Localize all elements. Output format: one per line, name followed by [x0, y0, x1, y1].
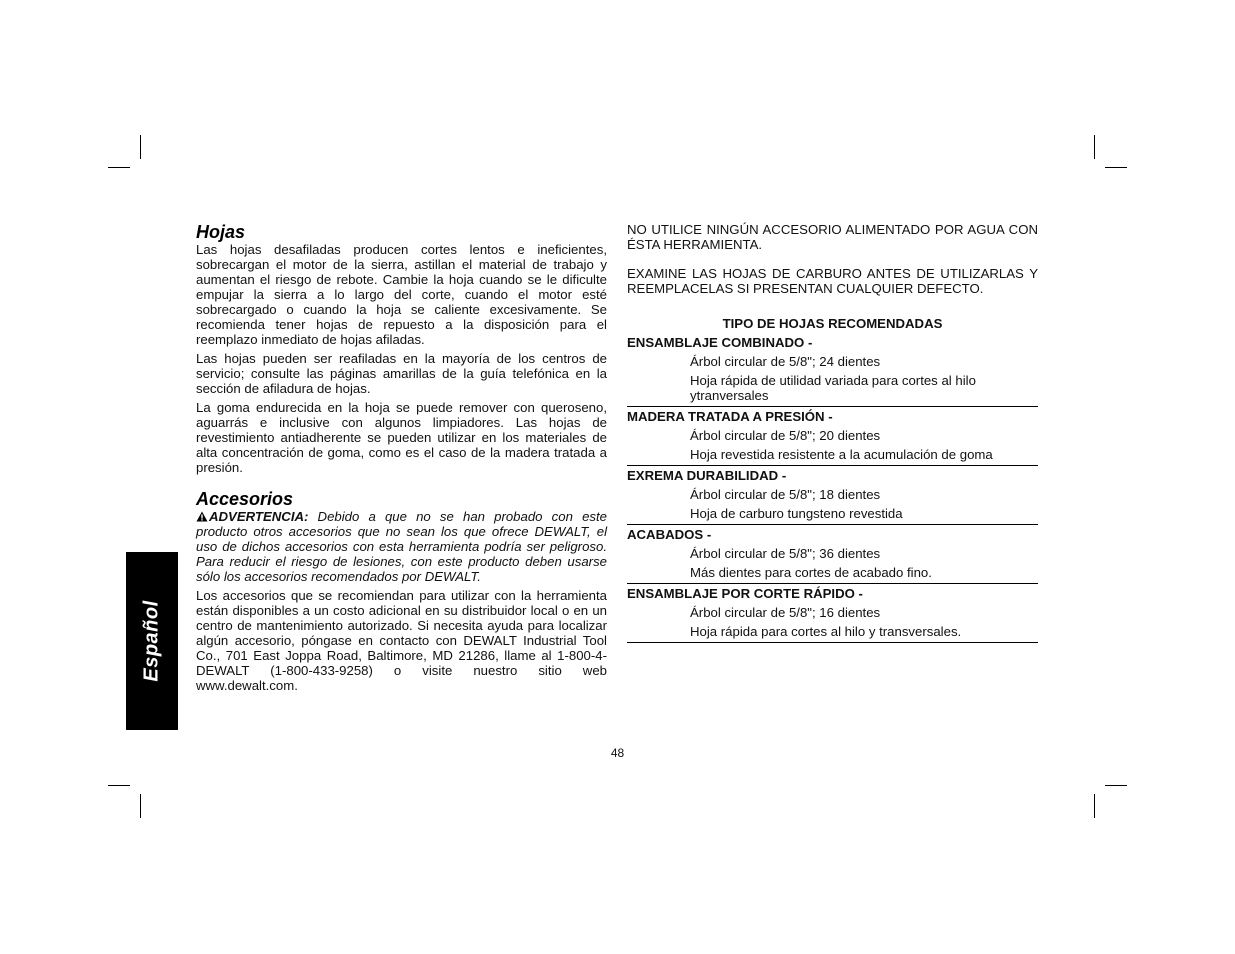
blade-table-row: Hoja revestida resistente a la acumulación de goma	[690, 447, 993, 462]
left-column	[196, 222, 607, 697]
blade-table-group	[627, 586, 1038, 643]
crop-mark	[108, 167, 130, 168]
blade-table-row: Hoja rápida de utilidad variada para cortes al hilo ytranversales	[690, 373, 976, 403]
blade-table-row: Árbol circular de 5/8"; 36 dientes	[690, 546, 881, 561]
blade-group-heading: EXREMA DURABILIDAD -	[627, 468, 787, 483]
warning-block	[196, 509, 607, 584]
language-tab	[126, 552, 178, 730]
blade-table-row: Hoja rápida para cortes al hilo y transversales.	[690, 624, 962, 639]
crop-mark	[140, 135, 141, 159]
blade-table-row: Árbol circular de 5/8"; 24 dientes	[690, 354, 881, 369]
warning-label: ADVERTENCIA:	[209, 509, 309, 524]
water-accessory-notice: NO UTILICE NINGÚN ACCESORIO ALIMENTADO POR AGUA CON ÉSTA HERRAMIENTA.	[627, 222, 1038, 252]
blade-table-group	[627, 409, 1038, 466]
blade-table-group	[627, 527, 1038, 584]
hojas-paragraph-2: Las hojas pueden ser reafiladas en la mayoría de los centros de servicio; consulte las páginas amarillas de la guía telefónica en la sección de afiladura de hojas.	[196, 351, 607, 396]
blade-table	[627, 335, 1038, 643]
crop-mark	[140, 794, 141, 818]
blade-table-group	[627, 335, 1038, 407]
hojas-paragraph-3: La goma endurecida en la hoja se puede remover con queroseno, aguarrás e inclusive con algunos limpiadores. Las hojas de revestimiento antiadherente se pueden utilizar en los materiales de alta concentración de goma, como es el caso de la madera tratada a presión.	[196, 400, 607, 475]
blade-table-group	[627, 468, 1038, 525]
blade-group-heading: ACABADOS -	[627, 527, 712, 542]
accesorios-heading: Accesorios	[196, 489, 294, 509]
crop-mark	[1094, 135, 1095, 159]
blade-group-heading: ENSAMBLAJE POR CORTE RÁPIDO -	[627, 586, 863, 601]
language-tab-label: Español	[140, 600, 163, 682]
crop-mark	[108, 785, 130, 786]
hojas-heading: Hojas	[196, 222, 246, 242]
blade-table-row: Árbol circular de 5/8"; 20 dientes	[690, 428, 881, 443]
blade-group-heading: MADERA TRATADA A PRESIÓN -	[627, 409, 833, 424]
warning-text: Debido a que no se han probado con este producto otros accesorios que no sean los que ofrece DEWALT, el uso de dichos accesorios con esta herramienta podría ser peligroso. Para reducir el riesgo de lesiones, con este producto deben usarse sólo los accesorios recomendados por DEWALT.	[196, 509, 607, 584]
crop-mark	[1094, 794, 1095, 818]
crop-mark	[1105, 167, 1127, 168]
page-number: 48	[610, 746, 625, 760]
blade-table-title: TIPO DE HOJAS RECOMENDADAS	[722, 316, 943, 331]
carbide-inspection-notice: EXAMINE LAS HOJAS DE CARBURO ANTES DE UTILIZARLAS Y REEMPLACELAS SI PRESENTAN CUALQUIER DEFECTO.	[627, 266, 1038, 296]
right-column	[627, 222, 1038, 645]
crop-mark	[1105, 785, 1127, 786]
blade-table-row: Árbol circular de 5/8"; 16 dientes	[690, 605, 881, 620]
blade-group-heading: ENSAMBLAJE COMBINADO -	[627, 335, 813, 350]
blade-table-row: Más dientes para cortes de acabado fino.	[690, 565, 932, 580]
blade-table-row: Árbol circular de 5/8"; 18 dientes	[690, 487, 881, 502]
accesorios-paragraph-1: Los accesorios que se recomiendan para utilizar con la herramienta están disponibles a un costo adicional en su distribuidor local o en un centro de mantenimiento autorizado. Si necesita ayuda para localizar algún accesorio, póngase en contacto con DEWALT Industrial Tool Co., 701 East Joppa Road, Baltimore, MD 21286, llame al 1-800-4-DEWALT (1-800-433-9258) o visite nuestro sitio web www.dewalt.com.	[196, 588, 607, 693]
hojas-paragraph-1: Las hojas desafiladas producen cortes lentos e ineficientes, sobrecargan el motor de la sierra, astillan el material de trabajo y aumentan el riesgo de rebote. Cambie la hoja cuando se le dificulte empujar la sierra a lo largo del corte, cuando el motor esté sobrecargado o cuando la hoja se caliente excesivamente. Se recomienda tener hojas de repuesto a la disposición para el reemplazo inmediato de hojas afiladas.	[196, 242, 607, 347]
warning-triangle-icon	[196, 511, 208, 522]
blade-table-row: Hoja de carburo tungsteno revestida	[690, 506, 903, 521]
